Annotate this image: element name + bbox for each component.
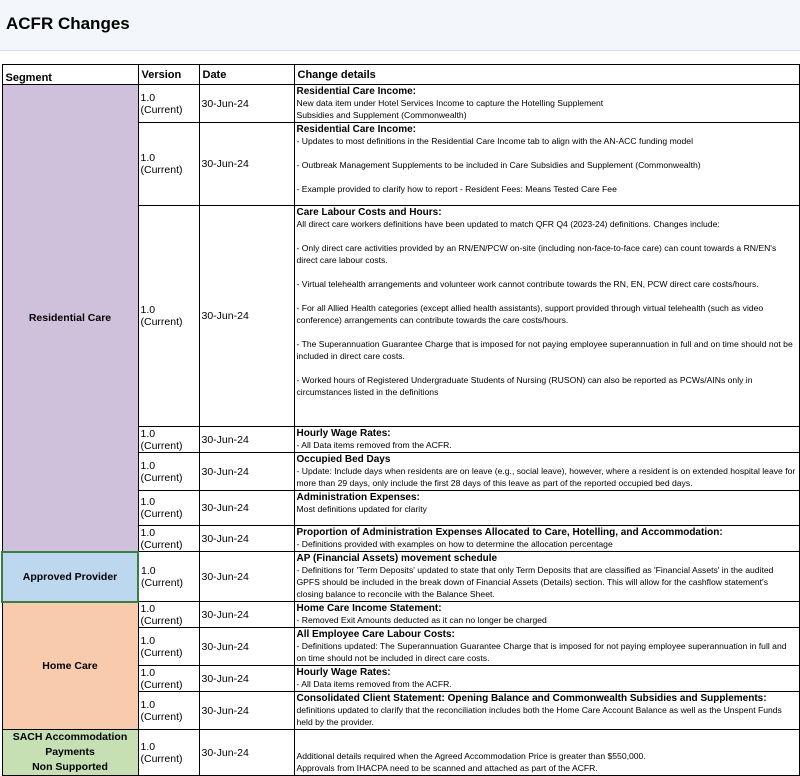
title-bar: [0, 0, 800, 51]
header-segment: Segment: [2, 65, 138, 85]
change-heading: All Employee Care Labour Costs:: [296, 629, 455, 640]
change-body: Additional details required when the Agreed Accommodation Price is greater than $550,000. Approvals from IHACPA need to be scanned and attached as part of the ACFR.: [296, 751, 646, 773]
table-row: [2, 602, 799, 628]
table-row: [2, 85, 799, 123]
change-details-cell: [294, 666, 799, 692]
change-heading: AP (Financial Assets) movement schedule: [296, 553, 498, 564]
change-details-cell: [294, 692, 799, 730]
change-details-cell: [294, 453, 799, 491]
version-cell: 1.0 (Current): [138, 427, 199, 453]
segment-home-care: Home Care: [2, 602, 138, 730]
change-details-cell: [294, 491, 799, 526]
version-cell: 1.0 (Current): [138, 602, 199, 628]
change-heading: Residential Care Income:: [296, 124, 416, 135]
version-cell: 1.0 (Current): [138, 628, 199, 666]
change-body: Most definitions updated for clarity: [296, 504, 427, 514]
header-row: [2, 65, 799, 85]
version-cell: 1.0 (Current): [138, 526, 199, 552]
segment-approved-provider: Approved Provider: [2, 552, 138, 602]
header-date: Date: [199, 65, 294, 85]
change-heading: Care Labour Costs and Hours:: [296, 207, 442, 218]
change-body: - Definitions provided with examples on how to determine the allocation percentage: [296, 539, 613, 549]
version-cell: 1.0 (Current): [138, 491, 199, 526]
version-cell: 1.0 (Current): [138, 453, 199, 491]
table-row: [2, 730, 799, 776]
version-cell: 1.0 (Current): [138, 730, 199, 776]
version-cell: 1.0 (Current): [138, 552, 199, 602]
version-cell: 1.0 (Current): [138, 85, 199, 123]
date-cell: 30-Jun-24: [199, 491, 294, 526]
change-heading: Administration Expenses:: [296, 492, 420, 503]
change-heading: Consolidated Client Statement: Opening Balance and Commonwealth Subsidies and Supplements:: [296, 693, 767, 704]
change-details-cell: [294, 206, 799, 427]
change-body: New data item under Hotel Services Income to capture the Hotelling Supplement Subsidies and Supplement (Commonwealth): [296, 98, 604, 120]
segment-sach-accommodation: [2, 730, 138, 776]
acfr-changes-table: [1, 64, 800, 776]
version-cell: 1.0 (Current): [138, 123, 199, 206]
change-body: - Updates to most definitions in the Residential Care Income tab to align with the AN-ACC funding model - Outbreak Management Supplements to be included in Care Subsidies and Supplement (Commonwealth) - Example provided to clarify how to report - Resident Fees: Means Tested Care Fee: [296, 136, 701, 194]
change-heading: Residential Care Income:: [296, 86, 416, 97]
change-details-cell: [294, 85, 799, 123]
change-details-cell: [294, 602, 799, 628]
version-cell: 1.0 (Current): [138, 692, 199, 730]
change-details-cell: [294, 730, 799, 776]
date-cell: 30-Jun-24: [199, 692, 294, 730]
change-heading: Hourly Wage Rates:: [296, 428, 391, 439]
change-body: - Update: Include days when residents are on leave (e.g., social leave), however, where a resident is on extended hospital leave for more than 29 days, only include the first 28 days of this leave as part of the reported occupied bed days.: [296, 466, 796, 488]
change-body: - All Data items removed from the ACFR.: [296, 440, 452, 450]
date-cell: 30-Jun-24: [199, 666, 294, 692]
date-cell: 30-Jun-24: [199, 453, 294, 491]
change-heading: Proportion of Administration Expenses Allocated to Care, Hotelling, and Accommodation:: [296, 527, 723, 538]
change-body: - All Data items removed from the ACFR.: [296, 679, 452, 689]
change-details-cell: [294, 123, 799, 206]
date-cell: 30-Jun-24: [199, 730, 294, 776]
page-title: ACFR Changes: [6, 14, 130, 33]
sach-label: SACH Accommodation Payments Non Supported: [12, 731, 128, 773]
change-details-cell: [294, 552, 799, 602]
date-cell: 30-Jun-24: [199, 206, 294, 427]
change-heading: Hourly Wage Rates:: [296, 667, 391, 678]
change-heading: Home Care Income Statement:: [296, 603, 442, 614]
change-details-cell: [294, 526, 799, 552]
header-change-details: Change details: [294, 65, 799, 85]
table-row: [2, 552, 799, 602]
date-cell: 30-Jun-24: [199, 602, 294, 628]
change-body: - Removed Exit Amounts deducted as it can no longer be charged: [296, 615, 547, 625]
change-details-cell: [294, 628, 799, 666]
change-body: All direct care workers definitions have been updated to match QFR Q4 (2023-24) definitions. Changes include: - Only direct care activities provided by an RN/EN/PCW on-site (including non-face-to-face care) can count towards a RN/EN's direct care labour costs. - Virtual telehealth arrangements and volunteer work cannot contribute towards the RN, EN, PCW direct care costs/hours. - For all Allied Health categories (except allied health assistants), support provided through virtual telehealth (such as video conference) arrangements can contribute towards the care costs/hours. - The Superannuation Guarantee Charge that is imposed for not paying employee superannuation in full and on time should not be included in direct care costs. - Worked hours of Registered Undergraduate Students of Nursing (RUSON) can also be reported as PCWs/AINs only in circumstances listed in the definitions: [296, 219, 793, 397]
version-cell: 1.0 (Current): [138, 206, 199, 427]
version-cell: 1.0 (Current): [138, 666, 199, 692]
date-cell: 30-Jun-24: [199, 628, 294, 666]
header-version: Version: [138, 65, 199, 85]
change-body: definitions updated to clarify that the reconciliation includes both the Home Care Account Balance as well as the Unspent Funds held by the provider.: [296, 705, 782, 727]
change-details-cell: [294, 427, 799, 453]
segment-residential-care: Residential Care: [2, 85, 138, 552]
date-cell: 30-Jun-24: [199, 552, 294, 602]
change-heading: Occupied Bed Days: [296, 454, 391, 465]
date-cell: 30-Jun-24: [199, 123, 294, 206]
change-body: - Definitions updated: The Superannuation Guarantee Charge that is imposed for not paying employee superannuation in full and on time should not be included in direct care costs.: [296, 641, 787, 663]
date-cell: 30-Jun-24: [199, 85, 294, 123]
date-cell: 30-Jun-24: [199, 427, 294, 453]
change-body: - Definitions for 'Term Deposits' updated to state that only Term Deposits that are classified as 'Financial Assets' in the audited GPFS should be included in the break down of Financial Assets (Details) section. This will allow for the cashflow statement's closing balance to reconcile with the Balance Sheet.: [296, 565, 774, 599]
date-cell: 30-Jun-24: [199, 526, 294, 552]
